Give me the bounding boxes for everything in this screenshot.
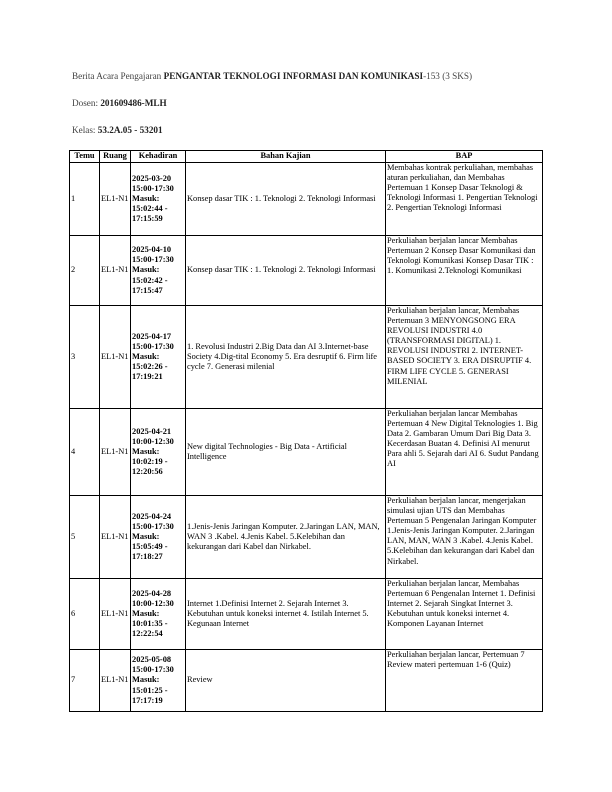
cell-bahan-kajian: Konsep dasar TIK : 1. Teknologi 2. Teknologi Informasi — [186, 236, 386, 306]
cell-bap: Perkuliahan berjalan lancar, mengerjakan simulasi ujian UTS dan Membahas Pertemuan 5 Pengenalan Jaringan Komputer 1.Jenis-Jenis Jaringan Komputer. 2.Jaringan LAN, MAN, WAN 3 .Kabel. 4.Jenis Kabel. 5.Kelebihan dan kekurangan dari Kabel dan Nirkabel. — [386, 496, 543, 579]
kehadiran-masuk: Masuk: — [132, 446, 160, 456]
kehadiran-waktu-masuk: 15:02:26 - — [132, 362, 168, 372]
kehadiran-tanggal: 2025-04-10 — [132, 245, 172, 255]
cell-temu: 1 — [70, 163, 100, 236]
bap-table — [69, 150, 543, 712]
cell-bahan-kajian: 1.Jenis-Jenis Jaringan Komputer. 2.Jaringan LAN, MAN, WAN 3 .Kabel. 4.Jenis Kabel. 5.Kelebihan dan kekurangan dari Kabel dan Nirkabel. — [186, 496, 386, 579]
kehadiran-waktu-keluar: 17:15:47 — [132, 285, 163, 295]
cell-ruang: EL1-N1 — [100, 579, 131, 650]
kehadiran-tanggal: 2025-04-28 — [132, 588, 172, 598]
cell-temu: 7 — [70, 650, 100, 712]
header-bap: BAP — [386, 151, 543, 163]
cell-kehadiran — [131, 306, 186, 409]
cell-bap: Perkuliahan berjalan lancar, Membahas Pertemuan 3 MENYONGSONG ERA REVOLUSI INDUSTRI 4.0 (TRANSFORMASI DIGITAL) 1. REVOLUSI INDUSTRI 2. INTERNET-BASED SOCIETY 3. ERA DISRUPTIF 4. FIRM LIFE CYCLE 5. GENERASI MILENIAL — [386, 306, 543, 409]
cell-bahan-kajian: Konsep dasar TIK : 1. Teknologi 2. Teknologi Informasi — [186, 163, 386, 236]
table-header-row — [70, 151, 543, 163]
kehadiran-waktu-masuk: 15:01:25 - — [132, 685, 168, 695]
kelas-line — [72, 125, 163, 135]
cell-bap: Perkuliahan berjalan lancar, Pertemuan 7 Review materi pertemuan 1-6 (Quiz) — [386, 650, 543, 712]
table-row — [70, 496, 543, 579]
kehadiran-waktu-masuk: 10:01:35 - — [132, 619, 168, 629]
cell-temu: 3 — [70, 306, 100, 409]
cell-temu: 2 — [70, 236, 100, 306]
course-suffix: -153 (3 SKS) — [423, 71, 473, 81]
kehadiran-waktu-masuk: 10:02:19 - — [132, 457, 168, 467]
kehadiran-tanggal: 2025-05-08 — [132, 655, 172, 665]
dosen-value: 201609486-MLH — [100, 98, 167, 108]
document-title — [72, 71, 472, 81]
kehadiran-jam: 15:00-17:30 — [132, 521, 174, 531]
kehadiran-waktu-keluar: 17:15:59 — [132, 214, 163, 224]
cell-ruang: EL1-N1 — [100, 236, 131, 306]
cell-ruang: EL1-N1 — [100, 163, 131, 236]
kehadiran-jam: 15:00-17:30 — [132, 183, 174, 193]
cell-temu: 5 — [70, 496, 100, 579]
cell-bahan-kajian: Internet 1.Definisi Internet 2. Sejarah Internet 3. Kebutuhan untuk koneksi internet 4. Istilah Internet 5. Kegunaan Internet — [186, 579, 386, 650]
cell-bahan-kajian: New digital Technologies - Big Data - Artificial Intelligence — [186, 409, 386, 496]
kehadiran-waktu-keluar: 12:20:56 — [132, 467, 163, 477]
dosen-label: Dosen: — [72, 98, 99, 108]
cell-bap: Perkuliahan berjalan lancar Membahas Pertemuan 2 Konsep Dasar Komunikasi dan Teknologi Komunikasi Konsep Dasar TIK : 1. Komunikasi 2.Teknologi Komunikasi — [386, 236, 543, 306]
cell-bap: Perkuliahan berjalan lancar, Membahas Pertemuan 6 Pengenalan Internet 1. Definisi Internet 2. Sejarah Singkat Internet 3. Kebutuhan untuk koneksi internet 4. Komponen Layanan Internet — [386, 579, 543, 650]
cell-ruang: EL1-N1 — [100, 409, 131, 496]
table-row — [70, 650, 543, 712]
table-row — [70, 306, 543, 409]
cell-bahan-kajian: Review — [186, 650, 386, 712]
header-ruang: Ruang — [100, 151, 131, 163]
kehadiran-waktu-masuk: 15:02:42 - — [132, 275, 168, 285]
kehadiran-waktu-keluar: 17:19:21 — [132, 372, 163, 382]
kehadiran-tanggal: 2025-03-20 — [132, 173, 172, 183]
cell-bap: Membahas kontrak perkuliahan, membahas aturan perkuliahan, dan Membahas Pertemuan 1 Konsep Dasar Teknologi & Teknologi Informasi 1. Pengertian Teknologi 2. Pengertian Teknologi Informasi — [386, 163, 543, 236]
kelas-label: Kelas: — [72, 125, 96, 135]
kehadiran-masuk: Masuk: — [132, 675, 160, 685]
table-row — [70, 579, 543, 650]
cell-temu: 6 — [70, 579, 100, 650]
kehadiran-waktu-masuk: 15:02:44 - — [132, 204, 168, 214]
cell-bap: Perkuliahan berjalan lancar Membahas Pertemuan 4 New Digital Teknologies 1. Big Data 2. Gambaran Umum Dari Big Data 3. Kecerdasan Buatan 4. Definisi AI menurut Para ahli 5. Sejarah dari AI 6. Sudut Pandang AI — [386, 409, 543, 496]
cell-kehadiran — [131, 579, 186, 650]
header-temu: Temu — [70, 151, 100, 163]
cell-ruang: EL1-N1 — [100, 496, 131, 579]
kehadiran-jam: 15:00-17:30 — [132, 341, 174, 351]
cell-ruang: EL1-N1 — [100, 650, 131, 712]
cell-kehadiran — [131, 496, 186, 579]
table-body — [70, 163, 543, 712]
dosen-line — [72, 98, 167, 108]
cell-kehadiran — [131, 650, 186, 712]
table-row — [70, 409, 543, 496]
table-row — [70, 236, 543, 306]
kelas-value: 53.2A.05 - 53201 — [97, 125, 163, 135]
cell-kehadiran — [131, 236, 186, 306]
cell-temu: 4 — [70, 409, 100, 496]
kehadiran-masuk: Masuk: — [132, 193, 160, 203]
kehadiran-jam: 10:00-12:30 — [132, 436, 174, 446]
kehadiran-waktu-keluar: 17:18:27 — [132, 552, 163, 562]
cell-kehadiran — [131, 163, 186, 236]
kehadiran-waktu-masuk: 15:05:49 - — [132, 542, 168, 552]
kehadiran-masuk: Masuk: — [132, 265, 160, 275]
kehadiran-jam: 10:00-12:30 — [132, 598, 174, 608]
course-name: PENGANTAR TEKNOLOGI INFORMASI DAN KOMUNIKASI — [163, 71, 424, 81]
kehadiran-masuk: Masuk: — [132, 531, 160, 541]
cell-bahan-kajian: 1. Revolusi Industri 2.Big Data dan AI 3.Internet-base Society 4.Dig-tital Economy 5. Era desruptif 6. Firm life cycle 7. Generasi milenial — [186, 306, 386, 409]
table-row — [70, 163, 543, 236]
cell-kehadiran — [131, 409, 186, 496]
kehadiran-masuk: Masuk: — [132, 608, 160, 618]
cell-ruang: EL1-N1 — [100, 306, 131, 409]
header-bahan-kajian: Bahan Kajian — [186, 151, 386, 163]
title-prefix: Berita Acara Pengajaran — [72, 71, 162, 81]
kehadiran-jam: 15:00-17:30 — [132, 255, 174, 265]
kehadiran-waktu-keluar: 17:17:19 — [132, 695, 163, 705]
kehadiran-waktu-keluar: 12:22:54 — [132, 629, 163, 639]
kehadiran-tanggal: 2025-04-21 — [132, 426, 172, 436]
kehadiran-masuk: Masuk: — [132, 351, 160, 361]
kehadiran-jam: 15:00-17:30 — [132, 665, 174, 675]
header-kehadiran: Kehadiran — [131, 151, 186, 163]
kehadiran-tanggal: 2025-04-24 — [132, 511, 172, 521]
kehadiran-tanggal: 2025-04-17 — [132, 331, 172, 341]
